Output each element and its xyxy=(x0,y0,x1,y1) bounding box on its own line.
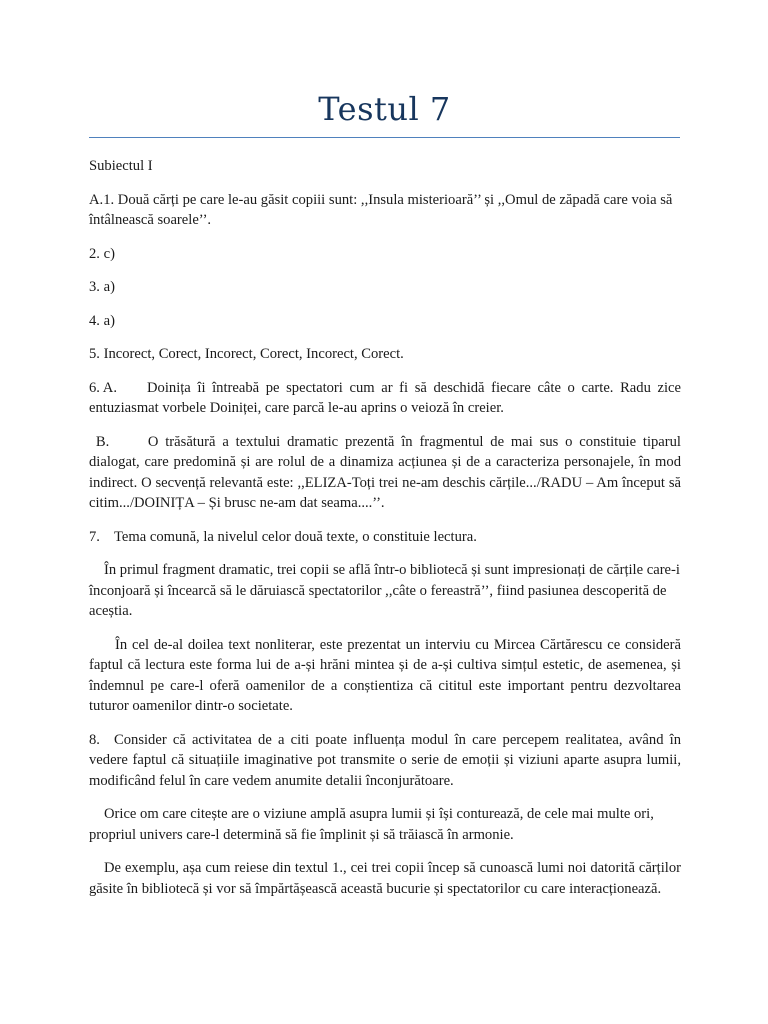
answer-7-paragraph-3: În cel de-al doilea text nonliterar, este prezentat un interviu cu Mircea Cărtărescu ce consideră faptul că lectura este forma lui de a-și hrăni mintea și de a-și cultiva simțul estetic, de asemenea, și îndemnul pe care-l oferă oamenilor de a conștientiza că cititul este important pentru dezvoltarea tuturor oamenilor dintr-o societate. xyxy=(89,636,681,714)
answer-8-paragraph-3: De exemplu, așa cum reiese din textul 1., cei trei copii încep să cunoască lumi noi datorită cărților găsite în bibliotecă și vor să împărtășească această bucurie și spectatorilor cu care interacționează. xyxy=(89,860,681,897)
answer-4: 4. a) xyxy=(89,312,115,329)
answer-6b xyxy=(89,432,681,514)
answer-8-label: 8. xyxy=(89,731,100,748)
answer-6a xyxy=(89,378,681,419)
answer-7-text: Tema comună, la nivelul celor două texte, o constituie lectura. xyxy=(114,528,477,545)
answer-7-paragraph-2: În primul fragment dramatic, trei copii se află într-o bibliotecă și sunt impresionați de cărțile care-i înconjoară și încearcă să le dăruiască spectatorilor ,,câte o fereastră’’, fiind pasiunea descoperită de aceștia. xyxy=(89,562,680,619)
page-title: Testul 7 xyxy=(318,90,451,128)
answer-2: 2. c) xyxy=(89,245,115,262)
answer-3: 3. a) xyxy=(89,279,115,295)
answer-8-text: Consider că activitatea de a citi poate influența modul în care percepem realitatea, având în vedere faptul că situațiile imaginative pot transmite o serie de emoții și viziuni aparte asupra lumii, modificând felul în care vedem anumite detalii înconjurătoare. xyxy=(89,731,681,789)
answer-6b-text: O trăsătură a textului dramatic prezentă în fragmentul de mai sus o constituie tiparul dialogat, care predomină și are rolul de a dinamiza acțiunea și de a caracteriza personajele, în mod indirect. O secvență relevantă este: ,,ELIZA-Toți trei ne-am deschis cărțile.../RADU – Am început să citim.../DOINIȚA – Și brusc ne-am dat seama....’’. xyxy=(89,433,681,511)
answer-7-label: 7. xyxy=(89,528,100,545)
answer-8-paragraph-2: Orice om care citește are o viziune amplă asupra lumii și își conturează, de cele mai multe ori, propriul univers care-l determină să fie împlinit și să trăiască în armonie. xyxy=(89,806,654,843)
answer-7 xyxy=(89,527,681,548)
answer-6b-label: B. xyxy=(95,433,110,450)
title-underline xyxy=(89,137,680,138)
answer-8 xyxy=(89,730,681,792)
document-body xyxy=(89,156,681,912)
answer-a1: A.1. Două cărți pe care le-au găsit copiii sunt: ,,Insula misterioară’’ și ,,Omul de zăpadă care voia să întâlnească soarele’’. xyxy=(89,191,673,228)
answer-6a-label: 6. A. xyxy=(89,379,117,396)
answer-5: 5. Incorect, Corect, Incorect, Corect, Incorect, Corect. xyxy=(89,346,404,362)
answer-6a-text: Doinița îi întreabă pe spectatori cum ar fi să deschidă fiecare câte o carte. Radu zice entuziasmat vorbele Doiniței, care parcă le-au aprins o veioză în creier. xyxy=(89,379,681,416)
subject-heading: Subiectul I xyxy=(89,158,153,174)
